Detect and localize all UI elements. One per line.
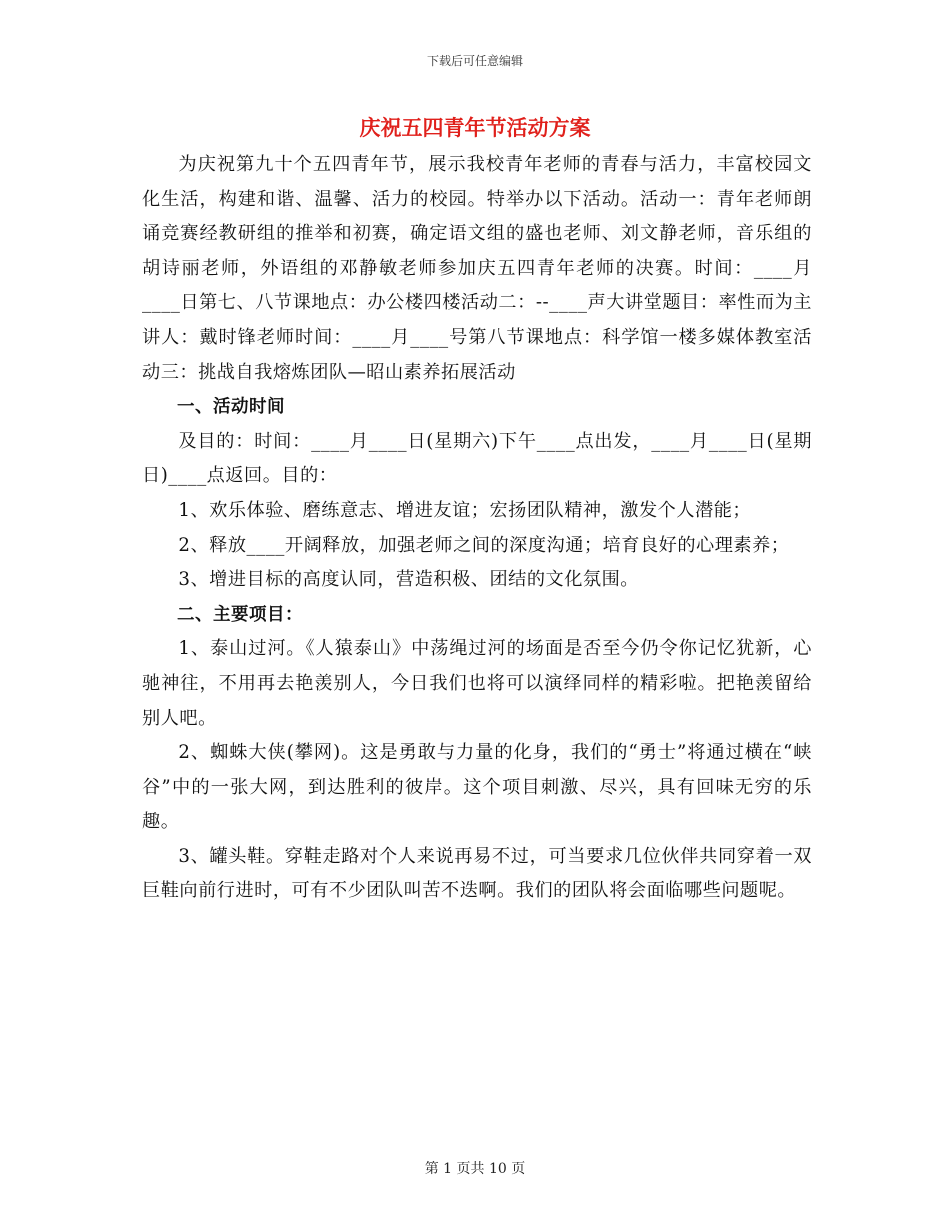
project-item-1: 1、泰山过河。《人猿泰山》中荡绳过河的场面是否至今仍令你记忆犹新，心驰神往，不用再去艳羡别人，今日我们也将可以演绎同样的精彩啦。把艳羡留给别人吧。 <box>142 638 812 729</box>
section-heading-activity-time: 一、活动时间 <box>177 397 285 418</box>
project-item-3: 3、罐头鞋。穿鞋走路对个人来说再易不过，可当要求几位伙伴共同穿着一双巨鞋向前行进时，可有不少团队叫苦不迭啊。我们的团队将会面临哪些问题呢。 <box>142 845 812 902</box>
project-item-2: 2、蜘蛛大侠(攀网)。这是勇敢与力量的化身，我们的“勇士”将通过横在“峡谷”中的一张大网，到达胜利的彼岸。这个项目刺激、尽兴，具有回味无穷的乐趣。 <box>142 742 812 833</box>
purpose-item-1: 1、欢乐体验、磨练意志、增进友谊；宏扬团队精神，激发个人潜能； <box>178 499 752 521</box>
document-body <box>142 148 812 909</box>
page-header-note: 下载后可任意编辑 <box>426 54 523 68</box>
section-heading-main-projects: 二、主要项目： <box>177 604 303 625</box>
page-footer: 第 1 页共 10 页 <box>424 1161 526 1177</box>
purpose-item-3: 3、增进目标的高度认同，营造积极、团结的文化氛围。 <box>178 569 639 591</box>
document-title: 庆祝五四青年节活动方案 <box>359 116 591 140</box>
purpose-item-2: 2、释放____开阔释放，加强老师之间的深度沟通；培育良好的心理素养； <box>178 534 790 556</box>
time-purpose-paragraph: 及目的：时间：____月____日(星期六)下午____点出发，____月____日(星期日)____点返回。目的： <box>142 430 812 487</box>
intro-paragraph: 为庆祝第九十个五四青年节，展示我校青年老师的青春与活力，丰富校园文化生活，构建和谐、温馨、活力的校园。特举办以下活动。活动一：青年老师朗诵竞赛经教研组的推举和初赛，确定语文组的盛也老师、刘文静老师，音乐组的胡诗丽老师，外语组的邓静敏老师参加庆五四青年老师的决赛。时间：____月____日第七、八节课地点：办公楼四楼活动二：--____声大讲堂题目：率性而为主讲人：戴时锋老师时间：____月____号第八节课地点：科学馆一楼多媒体教室活动三：挑战自我熔炼团队—昭山素养拓展活动 <box>142 154 812 383</box>
